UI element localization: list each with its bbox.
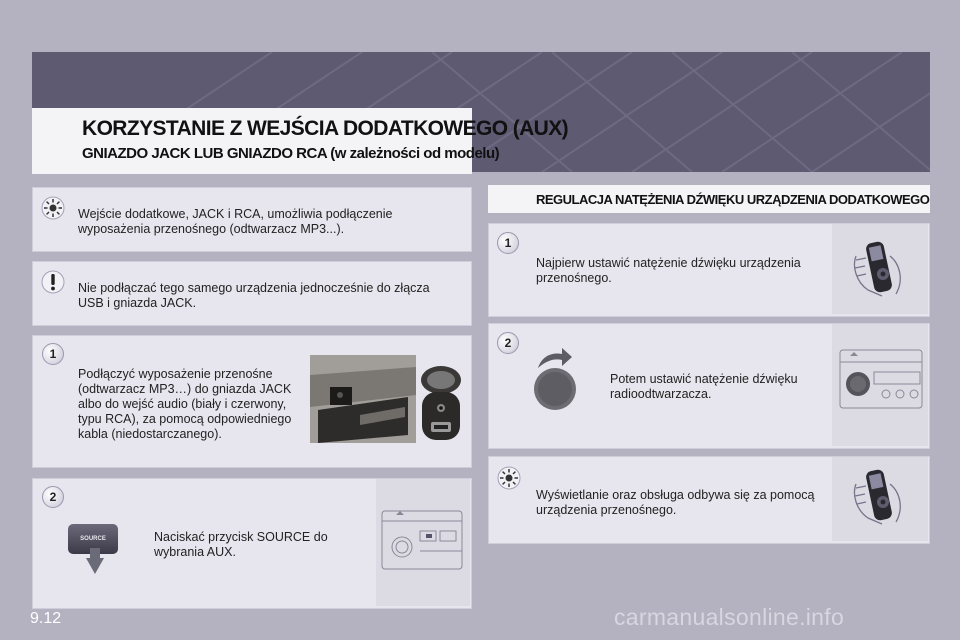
volume-step2-badge: 2 bbox=[497, 332, 519, 354]
page-title: KORZYSTANIE Z WEJŚCIA DODATKOWEGO (AUX) bbox=[82, 117, 569, 140]
dashboard-photo bbox=[310, 355, 416, 443]
source-button: SOURCE bbox=[68, 524, 118, 554]
volume-step2-text: Potem ustawić natężenie dźwięku radioodtwarzacza. bbox=[610, 372, 798, 401]
page-number: 9.12 bbox=[30, 610, 62, 627]
volume-step1-badge: 1 bbox=[497, 232, 519, 254]
jack-socket-icon bbox=[418, 360, 464, 444]
volume-step1-text: Najpierw ustawić natężenie dźwięku urządzenia przenośnego. bbox=[536, 256, 801, 285]
volume-section-title: REGULACJA NATĘŻENIA DŹWIĘKU URZĄDZENIA DODATKOWEGO bbox=[536, 192, 930, 207]
step1-text: Podłączyć wyposażenie przenośne (odtwarzacz MP3…) do gniazda JACK albo do wejść audio (biały i czerwony, typu RCA), za pomocą odpowiedniego kabla (niedostarczanego). bbox=[78, 367, 292, 441]
warning-icon bbox=[40, 269, 66, 295]
info-text: Wejście dodatkowe, JACK i RCA, umożliwia podłączenie wyposażenia przenośnego (odtwarzacz MP3...). bbox=[78, 207, 393, 236]
info-icon-right bbox=[496, 465, 522, 491]
step2-text: Naciskać przycisk SOURCE do wybrania AUX. bbox=[154, 530, 328, 559]
info-icon bbox=[40, 195, 66, 221]
mp3-player-icon bbox=[850, 236, 910, 302]
warning-text: Nie podłączać tego samego urządzenia jednocześnie do złącza USB i gniazda JACK. bbox=[78, 281, 430, 310]
mp3-player-icon-2 bbox=[850, 464, 910, 530]
watermark: carmanualsonline.info bbox=[614, 604, 845, 630]
step1-badge: 1 bbox=[42, 343, 64, 365]
press-arrow-icon bbox=[86, 548, 104, 574]
radio-unit-knob-icon bbox=[838, 346, 924, 414]
volume-info-text: Wyświetlanie oraz obsługa odbywa się za pomocą urządzenia przenośnego. bbox=[536, 488, 815, 517]
radio-unit-icon bbox=[380, 507, 464, 573]
volume-knob-icon bbox=[533, 367, 577, 411]
step2-badge: 2 bbox=[42, 486, 64, 508]
page-subtitle: GNIAZDO JACK LUB GNIAZDO RCA (w zależności od modelu) bbox=[82, 145, 500, 162]
